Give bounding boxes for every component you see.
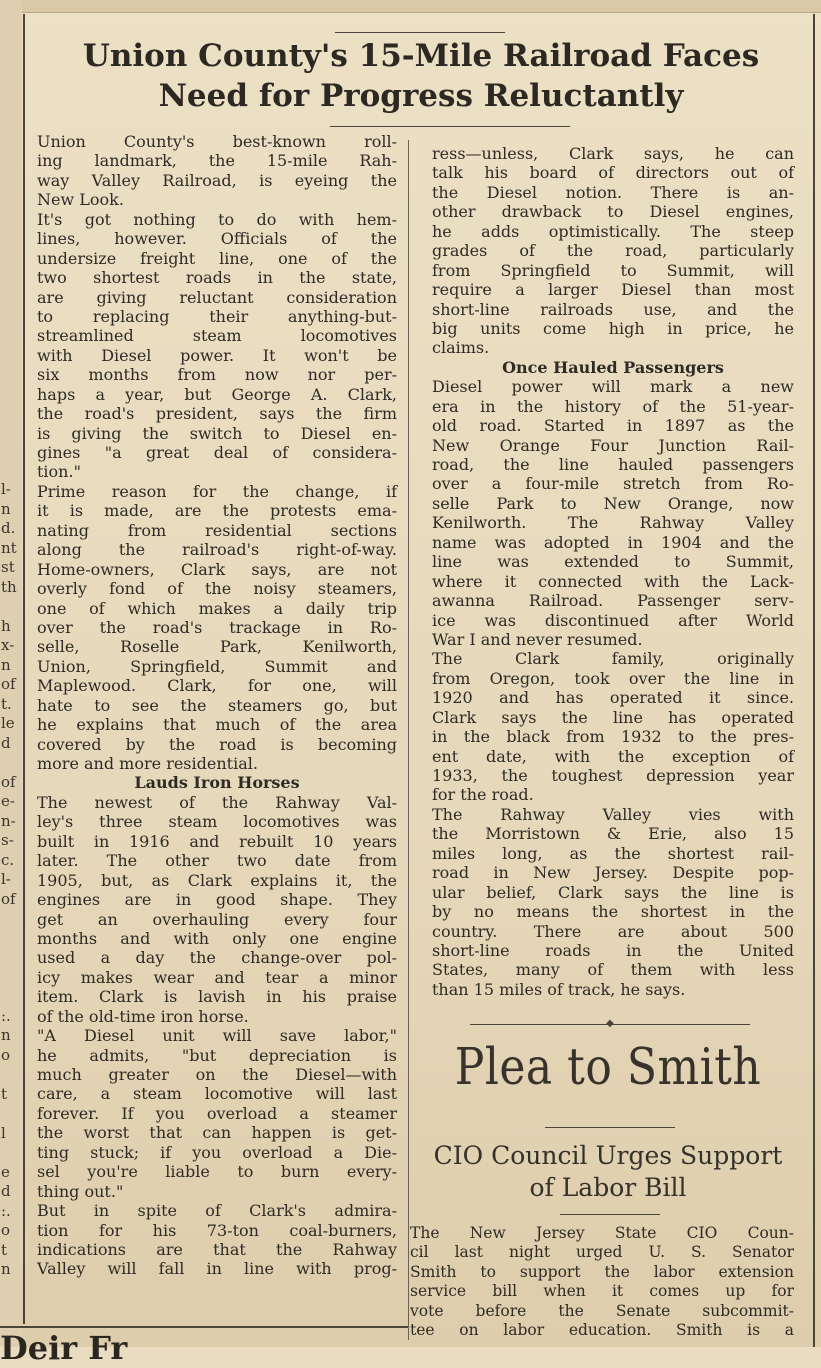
article-text-line: selle Park to New Orange, now [432, 493, 794, 513]
article-text-line: New Look. [37, 190, 124, 210]
article-text-line: the Diesel notion. There is an- [432, 182, 794, 202]
edge-fragment [1, 948, 21, 968]
article-text-line: along the railroad's right-of-way. [37, 540, 397, 560]
edge-fragment [1, 929, 21, 949]
article-text-line: ley's three steam locomotives was [37, 812, 397, 832]
article-text-line: tion for his 73-ton coal-burners, [37, 1220, 397, 1240]
article-text-line: one of which makes a daily trip [37, 598, 397, 618]
article-text-line: ent date, with the exception of [432, 746, 794, 766]
article-text-line: Valley will fall in line with prog- [37, 1259, 397, 1279]
article-text-line: haps a year, but George A. Clark, [37, 384, 397, 404]
article-text-line: he adds optimistically. The steep [432, 221, 794, 241]
sidebar-text-line: The New Jersey State CIO Coun- [410, 1224, 794, 1242]
article-column-2 [432, 144, 794, 999]
article-text-line: streamlined steam locomotives [37, 326, 397, 346]
article-text-line: more and more residential. [37, 754, 258, 773]
article-text-line: Kenilworth. The Rahway Valley [432, 513, 794, 533]
adjacent-column-fragments [1, 480, 21, 1280]
top-edge-strip [0, 0, 821, 13]
article-text-line: miles long, as the shortest rail- [432, 843, 794, 863]
edge-fragment: e- [1, 792, 15, 810]
edge-fragment: n [1, 1026, 11, 1044]
sidebar-text-line: tee on labor education. Smith is a [410, 1321, 794, 1340]
article-text-line: road in New Jersey. Despite pop- [432, 863, 794, 883]
article-text-line: Home-owners, Clark says, are not [37, 559, 397, 579]
article-text-line: is giving the switch to Diesel en- [37, 423, 397, 443]
article-text-line: big units come high in price, he [432, 318, 794, 338]
edge-fragment: t [1, 1084, 8, 1103]
edge-fragment: nt [1, 538, 17, 557]
article-text-line: ting stuck; if you overload a Die- [37, 1142, 397, 1162]
edge-fragment: h [1, 616, 11, 635]
edge-fragment: :. [1, 1201, 11, 1220]
article-text-line: for the road. [432, 785, 534, 805]
article-text-line: 1905, but, as Clark explains it, the [37, 870, 397, 890]
article-text-line: much greater on the Diesel—with [37, 1065, 397, 1084]
article-text-line: the road's president, says the firm [37, 404, 397, 424]
edge-fragment [1, 987, 21, 1007]
article-text-line: "A Diesel unit will save labor," [37, 1026, 397, 1046]
article-text-line: old road. Started in 1897 as the [432, 416, 794, 436]
edge-fragment: x- [1, 636, 15, 654]
article-headline [26, 36, 816, 116]
article-text-line: overly fond of the noisy steamers, [37, 579, 397, 599]
article-text-line: months and with only one engine [37, 928, 397, 948]
article-text-line: ular belief, Clark says the line is [432, 882, 794, 902]
article-text-line: selle, Roselle Park, Kenilworth, [37, 637, 397, 657]
article-text-line: ress—unless, Clark says, he can [432, 144, 794, 163]
edge-fragment: d [1, 733, 11, 752]
article-text-line: thing out." [37, 1181, 124, 1201]
edge-fragment: e [1, 1162, 10, 1181]
article-text-line: New Orange Four Junction Rail- [432, 435, 794, 455]
headline-top-rule [335, 32, 505, 33]
article-text-line: over the road's trackage in Ro- [37, 617, 397, 637]
article-text-line: over a four-mile stretch from Ro- [432, 474, 794, 494]
article-text-line: The Rahway Valley vies with [432, 804, 794, 824]
sidebar-text-line: Smith to support the labor extension [410, 1262, 794, 1281]
article-text-line: grades of the road, particularly [432, 241, 794, 261]
article-text-line: line was extended to Summit, [432, 552, 794, 572]
edge-fragment [1, 1104, 21, 1124]
article-text-line: 1920 and has operated it since. [432, 688, 794, 708]
section-subheading: Lauds Iron Horses [134, 773, 300, 793]
edge-fragment: th [1, 577, 17, 596]
article-text-line: in the black from 1932 to the pres- [432, 727, 794, 747]
article-text-line: by no means the shortest in the [432, 902, 794, 922]
edge-fragment: o [1, 1221, 11, 1239]
article-text-line: lines, however. Officials of the [37, 229, 397, 249]
edge-fragment [1, 909, 21, 929]
edge-fragment: of [1, 772, 16, 791]
article-text-line: are giving reluctant consideration [37, 287, 397, 307]
article-text-line: ing landmark, the 15-mile Rah- [37, 151, 397, 171]
edge-fragment: o [1, 1045, 11, 1064]
article-text-line: the Morristown & Erie, also 15 [432, 824, 794, 844]
article-text-line: tion." [37, 462, 81, 482]
article-text-line: short-line railroads use, and the [432, 299, 794, 319]
headline-line-1: Union County's 15-Mile Railroad Faces [82, 38, 760, 74]
edge-fragment: of [1, 675, 16, 693]
edge-fragment: d. [1, 519, 16, 537]
article-text-line: from Oregon, took over the line in [432, 668, 794, 688]
article-text-line: hate to see the steamers go, but [37, 695, 397, 715]
article-text-line: The newest of the Rahway Val- [37, 792, 397, 812]
edge-fragment: c. [1, 850, 15, 869]
edge-fragment: n [1, 1260, 11, 1278]
article-text-line: Union, Springfield, Summit and [37, 656, 397, 676]
article-text-line: get an overhauling every four [37, 909, 397, 929]
article-text-line: of the old-time iron horse. [37, 1006, 249, 1026]
sidebar-title-rule [545, 1127, 675, 1128]
edge-fragment: t. [1, 694, 12, 713]
sidebar-subhead-line-1: CIO Council Urges Support [433, 1141, 783, 1170]
article-text-line: care, a steam locomotive will last [37, 1084, 397, 1104]
edge-fragment: l- [1, 870, 11, 888]
headline-bottom-rule [330, 126, 570, 127]
article-text-line: where it connected with the Lack- [432, 571, 794, 591]
edge-fragment: le [1, 714, 15, 732]
article-text-line: 1933, the toughest depression year [432, 766, 794, 785]
article-text-line: to replacing their anything-but- [37, 306, 397, 326]
article-text-line: War I and never resumed. [432, 629, 643, 649]
left-column-rule [23, 14, 25, 1324]
article-text-line: talk his board of directors out of [432, 163, 794, 183]
article-text-line: he admits, "but depreciation is [37, 1045, 397, 1065]
edge-fragment: n [1, 499, 11, 518]
right-column-rule [813, 14, 815, 1347]
article-text-line: Diesel power will mark a new [432, 377, 794, 397]
article-text-line: indications are that the Rahway [37, 1239, 397, 1259]
edge-fragment: st [1, 558, 15, 576]
sidebar-body [410, 1224, 794, 1341]
article-text-line: It's got nothing to do with hem- [37, 209, 397, 229]
article-text-line: sel you're liable to burn every- [37, 1162, 397, 1182]
article-text-line: than 15 miles of track, he says. [432, 979, 686, 999]
article-text-line: item. Clark is lavish in his praise [37, 987, 397, 1007]
sidebar-text-line: service bill when it comes up for [410, 1282, 794, 1301]
sidebar-title: Plea to Smith [454, 1038, 762, 1097]
article-text-line: it is made, are the protests ema- [37, 501, 397, 521]
article-text-line: country. There are about 500 [432, 921, 794, 941]
headline-line-2: Need for Progress Reluctantly [158, 78, 684, 114]
sidebar-text-line: cil last night urged U. S. Senator [410, 1243, 794, 1262]
article-text-line: forever. If you overload a steamer [37, 1103, 397, 1123]
article-text-line: Maplewood. Clark, for one, will [37, 676, 397, 696]
article-column-1 [37, 132, 397, 1279]
article-text-line: engines are in good shape. They [37, 890, 397, 910]
sidebar-subhead-rule [560, 1214, 660, 1215]
edge-fragment: l [1, 1123, 6, 1142]
article-text-line: later. The other two date from [37, 851, 397, 871]
edge-fragment: s- [1, 831, 14, 849]
edge-fragment: n [1, 655, 11, 674]
article-text-line: Clark says the line has operated [432, 707, 794, 727]
bottom-headline-fragment: Deir Fr [0, 1329, 128, 1367]
sidebar-subhead [408, 1140, 808, 1204]
article-text-line: other drawback to Diesel engines, [432, 202, 794, 222]
edge-fragment: n- [1, 811, 16, 830]
article-text-line: era in the history of the 51-year- [432, 396, 794, 416]
article-text-line: with Diesel power. It won't be [37, 345, 397, 365]
edge-fragment: d [1, 1182, 11, 1200]
edge-fragment [1, 753, 21, 773]
article-text-line: used a day the change-over pol- [37, 948, 397, 968]
article-text-line: from Springfield to Summit, will [432, 260, 794, 280]
edge-fragment: of [1, 889, 16, 908]
article-text-line: awanna Railroad. Passenger serv- [432, 591, 794, 611]
sidebar-text-line: vote before the Senate subcommit- [410, 1301, 794, 1320]
edge-fragment [1, 1065, 21, 1085]
article-text-line: covered by the road is becoming [37, 734, 397, 754]
article-text-line: name was adopted in 1904 and the [432, 532, 794, 552]
edge-fragment: l- [1, 480, 11, 498]
article-text-line: gines "a great deal of considera- [37, 443, 397, 462]
edge-fragment [1, 1143, 21, 1163]
article-text-line: require a larger Diesel than most [432, 280, 794, 300]
article-text-line: the worst that can happen is get- [37, 1123, 397, 1143]
article-text-line: States, many of them with less [432, 960, 794, 980]
edge-fragment: :. [1, 1006, 11, 1025]
article-text-line: nating from residential sections [37, 520, 397, 540]
section-subheading: Once Hauled Passengers [502, 357, 724, 377]
article-text-line: way Valley Railroad, is eyeing the [37, 170, 397, 190]
article-text-line: icy makes wear and tear a minor [37, 967, 397, 987]
sidebar-subhead-line-2: of Labor Bill [529, 1173, 687, 1202]
edge-fragment: t [1, 1240, 8, 1259]
edge-fragment [1, 968, 21, 988]
article-text-line: Union County's best-known roll- [37, 132, 397, 151]
article-text-line: But in spite of Clark's admira- [37, 1201, 397, 1221]
article-text-line: Prime reason for the change, if [37, 481, 397, 501]
article-text-line: ice was discontinued after World [432, 610, 794, 630]
article-text-line: built in 1916 and rebuilt 10 years [37, 831, 397, 851]
edge-fragment [1, 597, 21, 617]
article-text-line: short-line roads in the United [432, 940, 794, 960]
article-text-line: The Clark family, originally [432, 649, 794, 669]
article-text-line: road, the line hauled passengers [432, 455, 794, 474]
article-text-line: he explains that much of the area [37, 715, 397, 735]
article-text-line: claims. [432, 338, 490, 358]
article-text-line: six months from now nor per- [37, 365, 397, 385]
article-text-line: undersize freight line, one of the [37, 248, 397, 268]
divider-ornament-icon: ◆ [606, 1018, 614, 1029]
article-text-line: two shortest roads in the state, [37, 268, 397, 288]
